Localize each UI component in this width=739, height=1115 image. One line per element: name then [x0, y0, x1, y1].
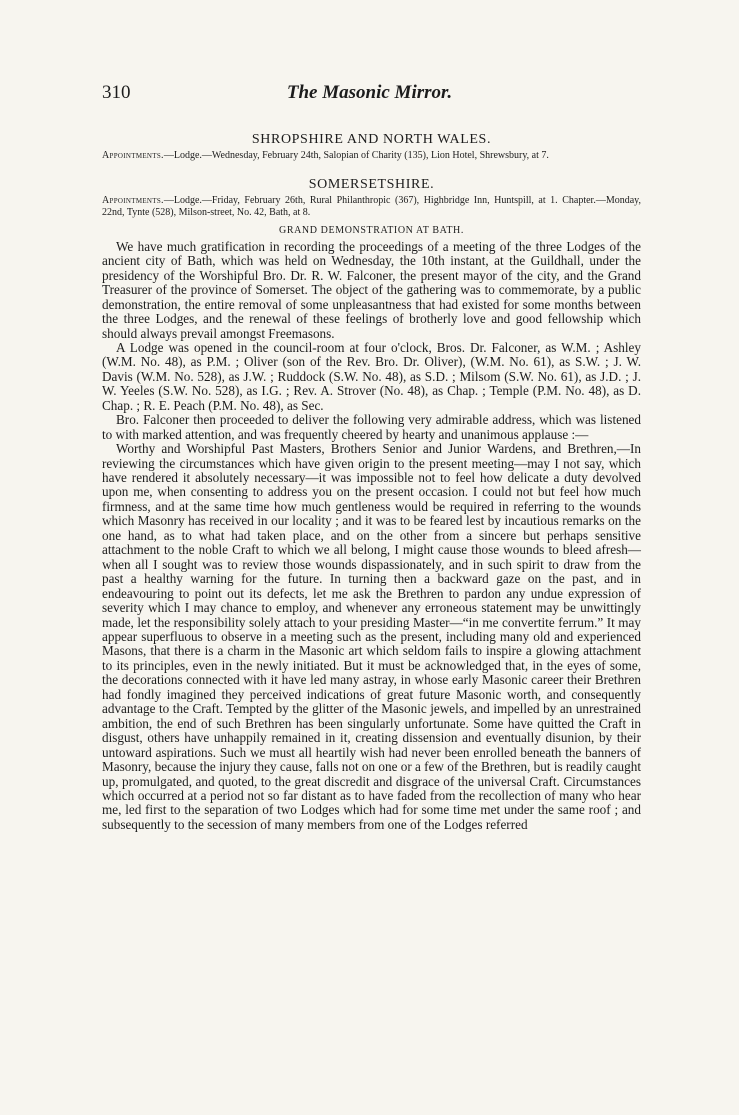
- article-body: [102, 240, 641, 833]
- article-paragraph: Worthy and Worshipful Past Masters, Brothers Senior and Junior Wardens, and Brethren,—In reviewing the circumstances which have given origin to the present meeting—may I not say, which have rendered it absolutely necessary—it was impossible not to feel how delicate a duty devolved upon me, when consenting to address you on the present occasion. I could not but feel how much firmness, and at the same time how much gentleness would be required in referring to the wounds which Masonry has received in our locality ; and it was to be feared lest by incautious remarks on the one hand, as to what had taken place, and on the other from a sincere but perhaps sensitive attachment to the noble Craft to which we all belong, I might cause those wounds to bleed afresh—when all I sought was to review those wounds dispassionately, and in such spirit to draw from the past a healthy warning for the future. In turning then a backward gaze on the past, and in endeavouring to point out its defects, let me ask the Brethren to pardon any undue expression of severity which I may chance to employ, and whenever any erroneous statement may be unwittingly made, let the responsibility solely attach to your presiding Master—“in me convertite ferrum.” It may appear superfluous to observe in a meeting such as the present, including many old and experienced Masons, that there is a charm in the Masonic art which seldom fails to inspire a glowing attachment to its principles, even in the newly initiated. But it must be acknowledged that, in the eyes of some, the decorations connected with it have led many astray, in whose early Masonic career their Brethren had fondly imagined they perceived indications of great future Masonic worth, and consequently advantage to the Craft. Tempted by the glitter of the Masonic jewels, and impelled by an unrestrained ambition, the end of such Brethren has been singularly unfortunate. Some have quitted the Craft in disgust, others have unhappily remained in it, creating dissension and eventually disunion, by their untoward aspirations. Such we must all heartily wish had never been enrolled beneath the banners of Masonry, because the injury they cause, falls not on one or a few of the Brethren, but is readily caught up, promulgated, and quoted, to the great discredit and disgrace of the universal Craft. Circumstances which occurred at a period not so far distant as to have faded from the recollection of many who hear me, led first to the separation of two Lodges which had for some time met under the same roof ; and subsequently to the secession of many members from one of the Lodges referred: [102, 441, 641, 832]
- section-heading-somersetshire: SOMERSETSHIRE.: [308, 176, 435, 192]
- running-title: The Masonic Mirror.: [286, 82, 453, 103]
- article-paragraph: A Lodge was opened in the council-room at four o'clock, Bros. Dr. Falconer, as W.M. ; Ashley (W.M. No. 48), as P.M. ; Oliver (son of the Rev. Bro. Dr. Oliver), (W.M. No. 61), as S.W. ; J. W. Davis (W.M. No. 528), as J.W. ; Ruddock (S.W. No. 48), as S.D. ; Milsom (S.W. No. 61), as J.D. ; J. W. Yeeles (S.W. No. 528), as I.G. ; Rev. A. Strover (No. 48), as Chap. ; Temple (P.M. No. 48), as D. Chap. ; R. E. Peach (P.M. No. 48), as Sec.: [102, 339, 641, 413]
- article-paragraph: Bro. Falconer then proceeded to deliver the following very admirable address, which was listened to with marked attention, and was frequently cheered by hearty and unanimous applause :—: [102, 412, 641, 442]
- page-content: [102, 132, 641, 832]
- running-header: [0, 82, 739, 112]
- appointments-text: —Lodge.—Friday, February 26th, Rural Philanthropic (367), Highbridge Inn, Huntspill, at 1. Chapter.—Monday, 22nd, Tynte (528), Milson-street, No. 42, Bath, at 8.: [102, 194, 641, 219]
- appointments-somersetshire: [102, 195, 641, 220]
- article-paragraph: We have much gratification in recording the proceedings of a meeting of the three Lodges of the ancient city of Bath, which was held on Wednesday, the 10th instant, at the Guildhall, under the presidency of the Worshipful Bro. Dr. R. W. Falconer, the present mayor of the city, and the Grand Treasurer of the province of Somerset. The object of the gathering was to commemorate, by a public demonstration, the entire removal of some unpleasantness that had existed for some months between the three Lodges, and the renewal of these feelings of brotherly love and good fellowship which should always prevail amongst Freemasons.: [102, 238, 641, 341]
- article-subheading: GRAND DEMONSTRATION AT BATH.: [279, 224, 464, 236]
- page-number: 310: [102, 82, 131, 103]
- appointments-lead: Appointments.: [102, 150, 164, 161]
- section-heading-shropshire: SHROPSHIRE AND NORTH WALES.: [251, 132, 492, 147]
- appointments-text: —Lodge.—Wednesday, February 24th, Salopian of Charity (135), Lion Hotel, Shrewsbury, at 7.: [163, 150, 549, 161]
- appointments-shropshire: [102, 150, 641, 163]
- appointments-lead: Appointments.: [102, 194, 164, 206]
